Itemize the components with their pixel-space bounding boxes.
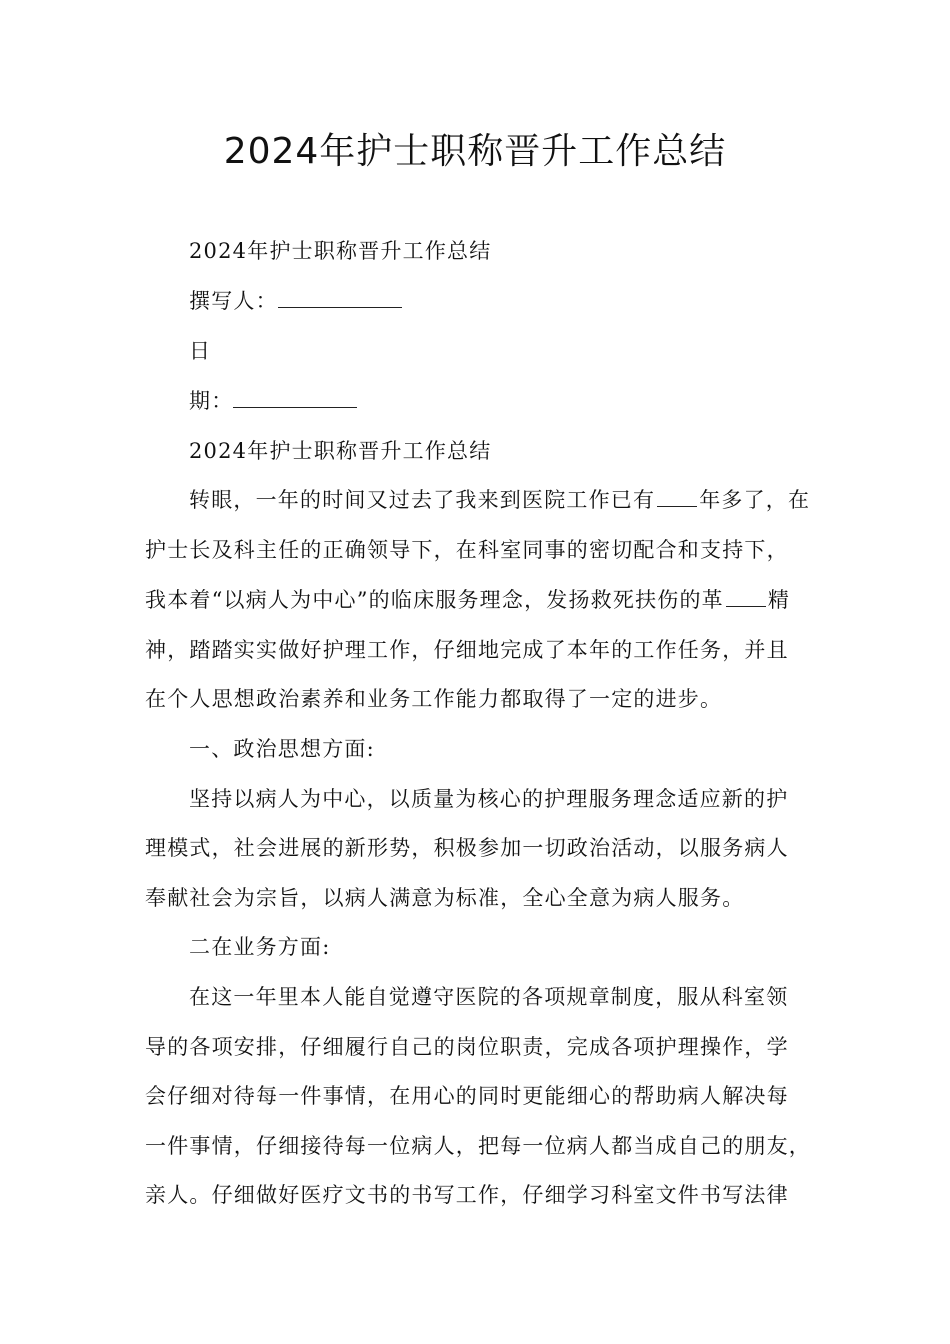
- section2-line-5: 亲人。仔细做好医疗文书的书写工作，仔细学习科室文件书写法律: [145, 1183, 789, 1207]
- date-blank: [233, 387, 357, 408]
- intro-line-3: [145, 585, 790, 615]
- date-label-2: 期：: [189, 389, 234, 413]
- intro-blank-years: [657, 486, 697, 507]
- intro-line-3b: 精: [767, 588, 791, 612]
- subtitle-repeat: 2024年护士职称晋升工作总结: [189, 439, 492, 463]
- intro-line-5: 在个人思想政治素养和业务工作能力都取得了一定的进步。: [145, 687, 723, 711]
- section2-line-3: 会仔细对待每一件事情，在用心的同时更能细心的帮助病人解决每: [145, 1084, 789, 1108]
- intro-line-3a: 我本着“以病人为中心”的临床服务理念，发扬救死扶伤的革: [145, 588, 724, 612]
- author-label: 撰写人：: [189, 289, 278, 313]
- section1-line-1: 坚持以病人为中心，以质量为核心的护理服务理念适应新的护: [189, 787, 789, 811]
- section2-line-1: 在这一年里本人能自觉遵守医院的各项规章制度，服从科室领: [189, 985, 789, 1009]
- intro-line-1b: 年多了，在: [699, 488, 811, 512]
- section1-heading: 一、政治思想方面:: [189, 737, 375, 761]
- section2-line-2: 导的各项安排，仔细履行自己的岗位职责，完成各项护理操作，学: [145, 1035, 789, 1059]
- date-line: [189, 386, 357, 416]
- section2-line-4: 一件事情，仔细接待每一位病人，把每一位病人都当成自己的朋友，: [145, 1134, 811, 1158]
- intro-line-2: 护士长及科主任的正确领导下，在科室同事的密切配合和支持下，: [145, 538, 789, 562]
- intro-line-1a: 转眼，一年的时间又过去了我来到医院工作已有: [189, 488, 656, 512]
- intro-line-4: 神，踏踏实实做好护理工作，仔细地完成了本年的工作任务，并且: [145, 638, 789, 662]
- date-label-1: 日: [189, 339, 212, 363]
- author-blank: [278, 287, 402, 308]
- section2-heading: 二在业务方面:: [189, 935, 331, 959]
- intro-blank-word: [726, 586, 766, 607]
- section1-line-2: 理模式，社会进展的新形势，积极参加一切政治活动，以服务病人: [145, 836, 789, 860]
- subtitle: 2024年护士职称晋升工作总结: [189, 239, 492, 263]
- document-title: 2024年护士职称晋升工作总结: [223, 131, 727, 172]
- section1-line-3: 奉献社会为宗旨，以病人满意为标准，全心全意为病人服务。: [145, 886, 745, 910]
- author-line: [189, 286, 402, 316]
- intro-line-1: [189, 485, 810, 515]
